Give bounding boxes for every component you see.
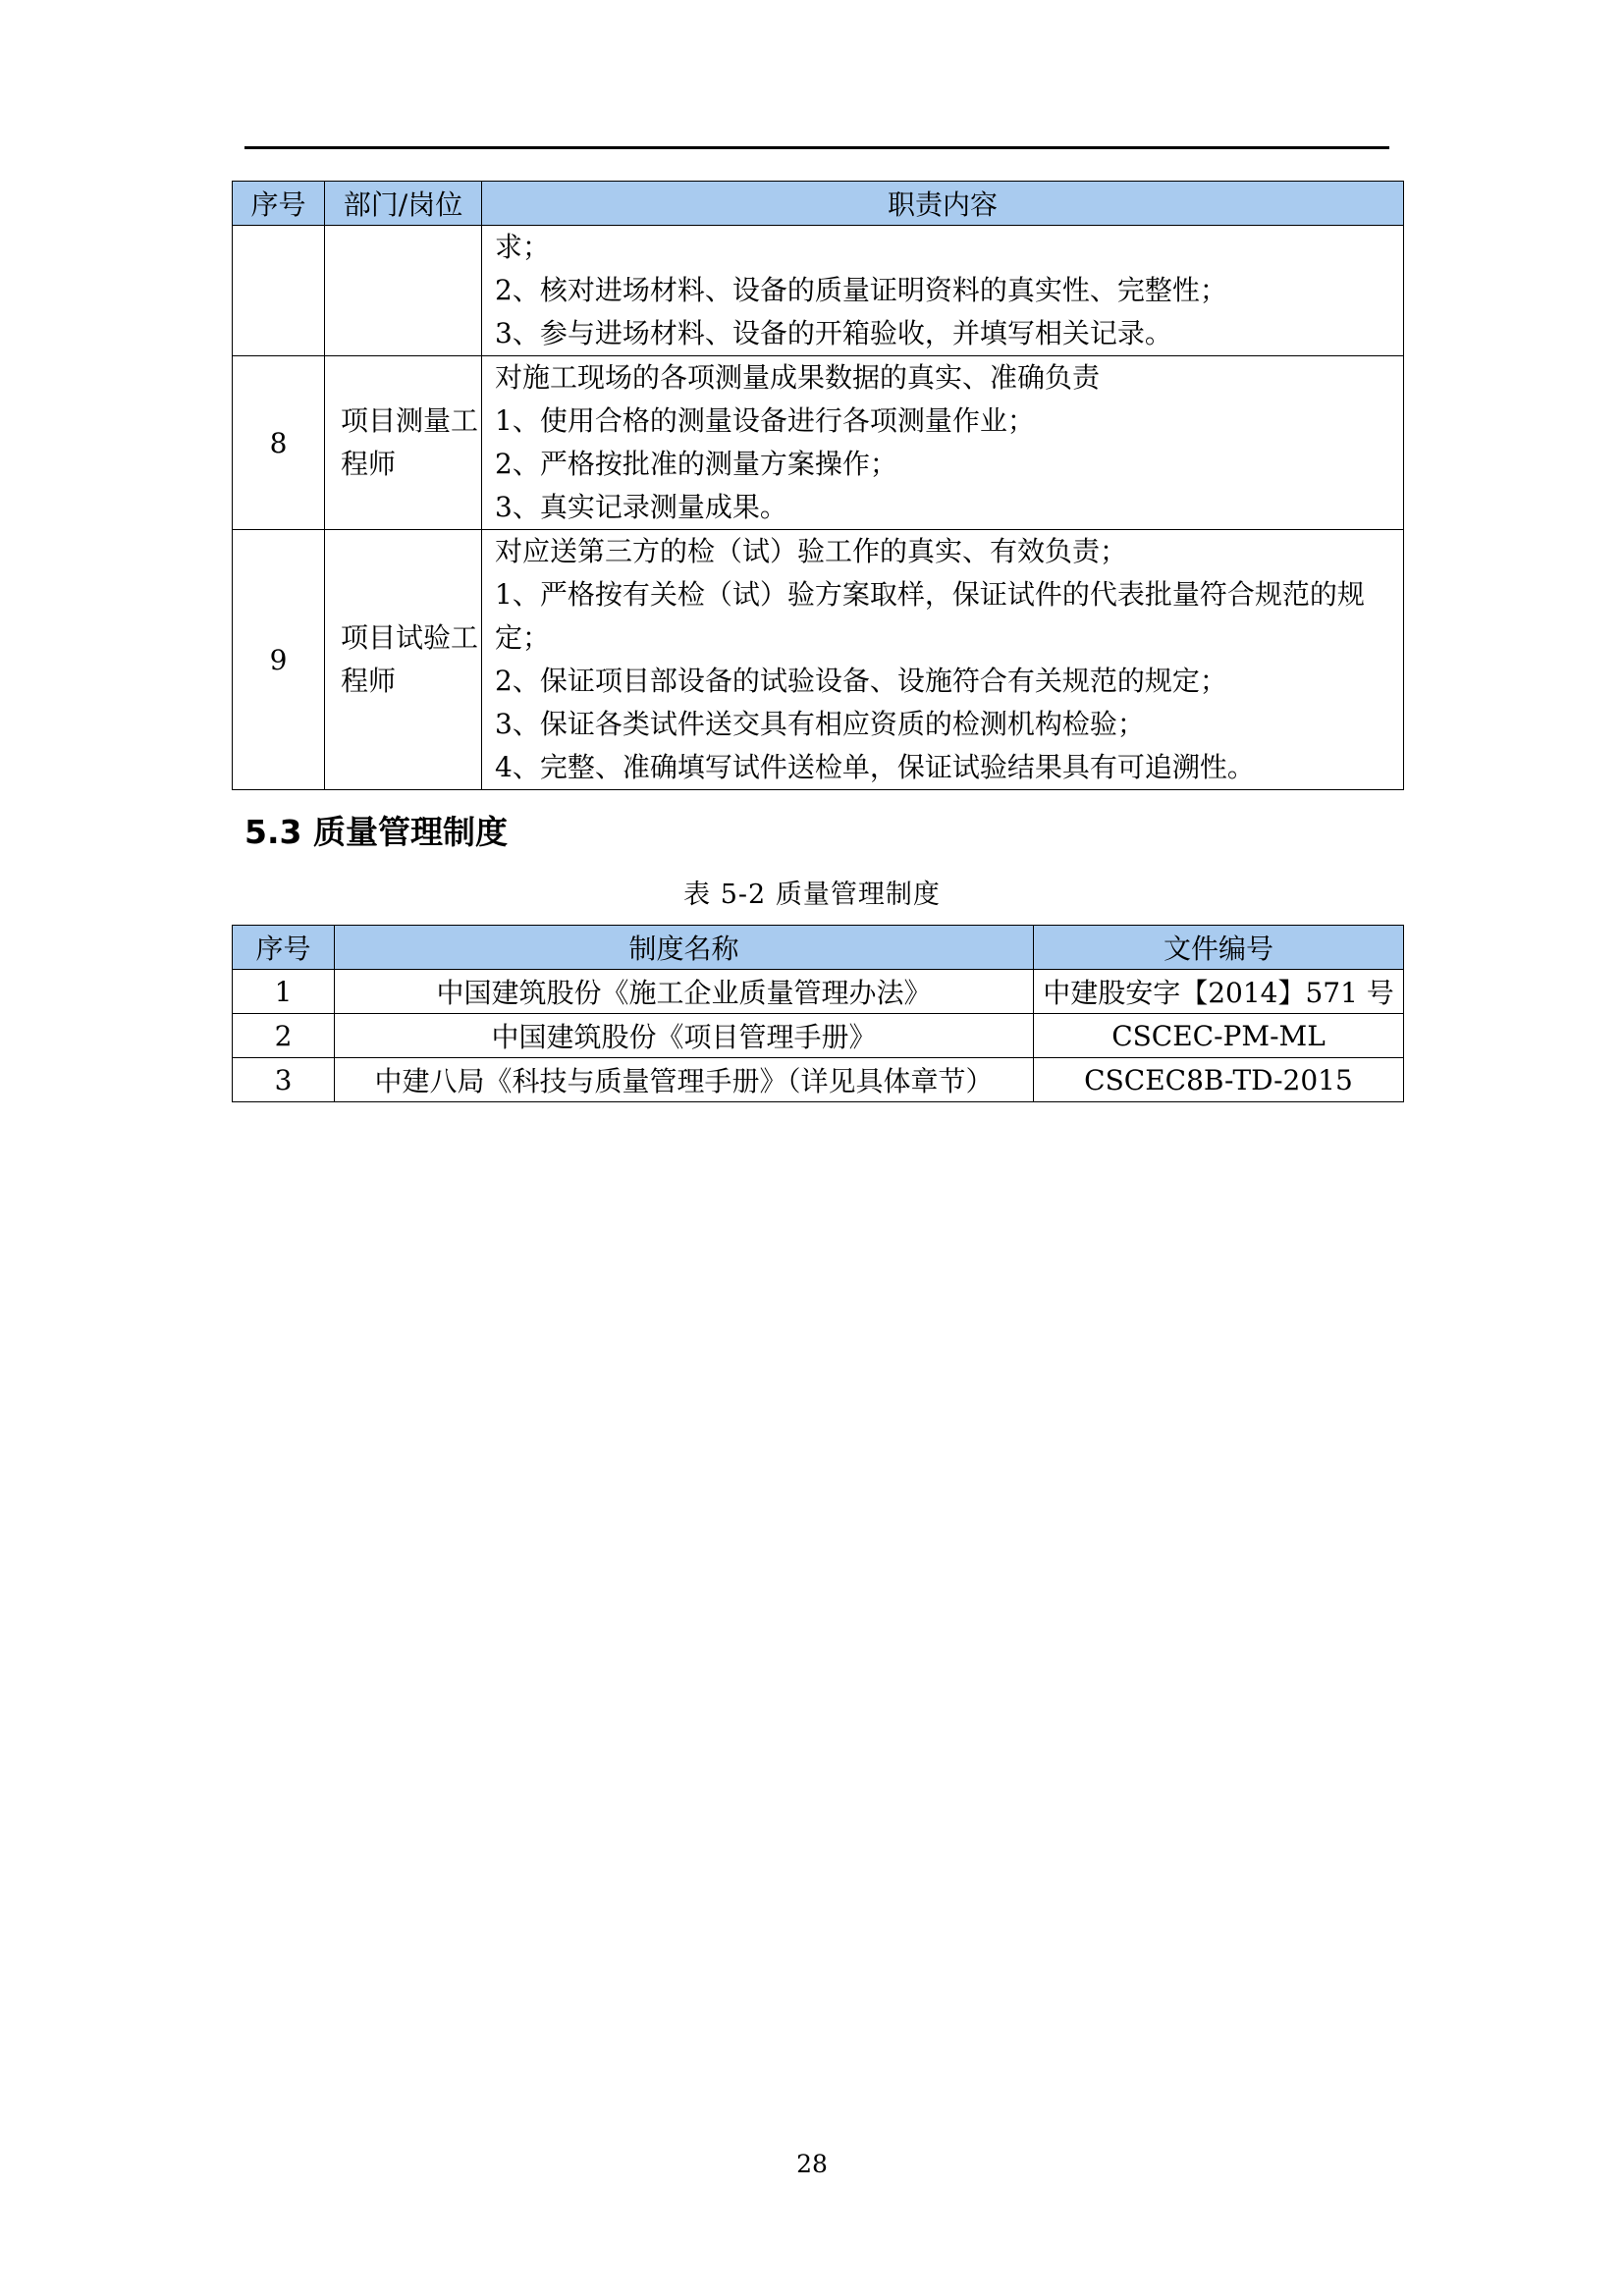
duty-line: 对施工现场的各项测量成果数据的真实、准确负责 <box>495 361 1101 394</box>
duty-line: 3、真实记录测量成果。 <box>495 491 787 523</box>
table-row <box>233 970 1404 1014</box>
row-dept: 项目测量工程师 <box>325 356 482 530</box>
header-seq: 序号 <box>233 926 335 970</box>
duty-line: 对应送第三方的检（试）验工作的真实、有效负责； <box>495 535 1128 567</box>
duty-line: 2、严格按批准的测量方案操作； <box>495 448 897 480</box>
header-rule <box>244 146 1389 149</box>
row-file-code: CSCEC-PM-ML <box>1034 1014 1404 1058</box>
row-number: 1 <box>233 970 335 1014</box>
duty-line: 2、核对进场材料、设备的质量证明资料的真实性、完整性； <box>495 274 1227 306</box>
header-seq: 序号 <box>233 182 325 226</box>
table-row <box>233 530 1404 790</box>
duty-line: 3、保证各类试件送交具有相应资质的检测机构检验； <box>495 708 1145 740</box>
row-system-name: 中国建筑股份《项目管理手册》 <box>335 1014 1034 1058</box>
duty-table <box>232 181 1404 790</box>
row-number <box>233 226 325 356</box>
header-dept: 部门/岗位 <box>325 182 482 226</box>
row-file-code: 中建股安字【2014】571 号 <box>1034 970 1404 1014</box>
duty-line: 2、保证项目部设备的试验设备、设施符合有关规范的规定； <box>495 665 1227 697</box>
header-system-name: 制度名称 <box>335 926 1034 970</box>
row-duty <box>482 226 1404 356</box>
duty-line: 求； <box>495 231 551 263</box>
row-number: 3 <box>233 1058 335 1102</box>
row-number: 8 <box>233 356 325 530</box>
row-dept <box>325 226 482 356</box>
row-number: 9 <box>233 530 325 790</box>
duty-line: 1、严格按有关检（试）验方案取样，保证试件的代表批量符合规范的规定； <box>495 578 1365 654</box>
duty-table-header-row <box>233 182 1404 226</box>
row-system-name: 中建八局《科技与质量管理手册》（详见具体章节） <box>335 1058 1034 1102</box>
header-file-code: 文件编号 <box>1034 926 1404 970</box>
duty-line: 4、完整、准确填写试件送检单，保证试验结果具有可追溯性。 <box>495 751 1255 783</box>
row-duty <box>482 356 1404 530</box>
table-row <box>233 1014 1404 1058</box>
row-number: 2 <box>233 1014 335 1058</box>
page-number: 28 <box>796 2150 828 2178</box>
table-row <box>233 1058 1404 1102</box>
duty-line: 3、参与进场材料、设备的开箱验收，并填写相关记录。 <box>495 317 1172 349</box>
table-row <box>233 356 1404 530</box>
quality-system-table <box>232 925 1404 1102</box>
table-row <box>233 226 1404 356</box>
duty-line: 1、使用合格的测量设备进行各项测量作业； <box>495 404 1035 437</box>
row-system-name: 中国建筑股份《施工企业质量管理办法》 <box>335 970 1034 1014</box>
row-dept: 项目试验工程师 <box>325 530 482 790</box>
quality-table-header-row <box>233 926 1404 970</box>
header-duty: 职责内容 <box>482 182 1404 226</box>
row-file-code: CSCEC8B-TD-2015 <box>1034 1058 1404 1102</box>
row-duty <box>482 530 1404 790</box>
table-caption: 表 5-2 质量管理制度 <box>683 880 941 910</box>
section-heading: 5.3 质量管理制度 <box>244 813 508 851</box>
